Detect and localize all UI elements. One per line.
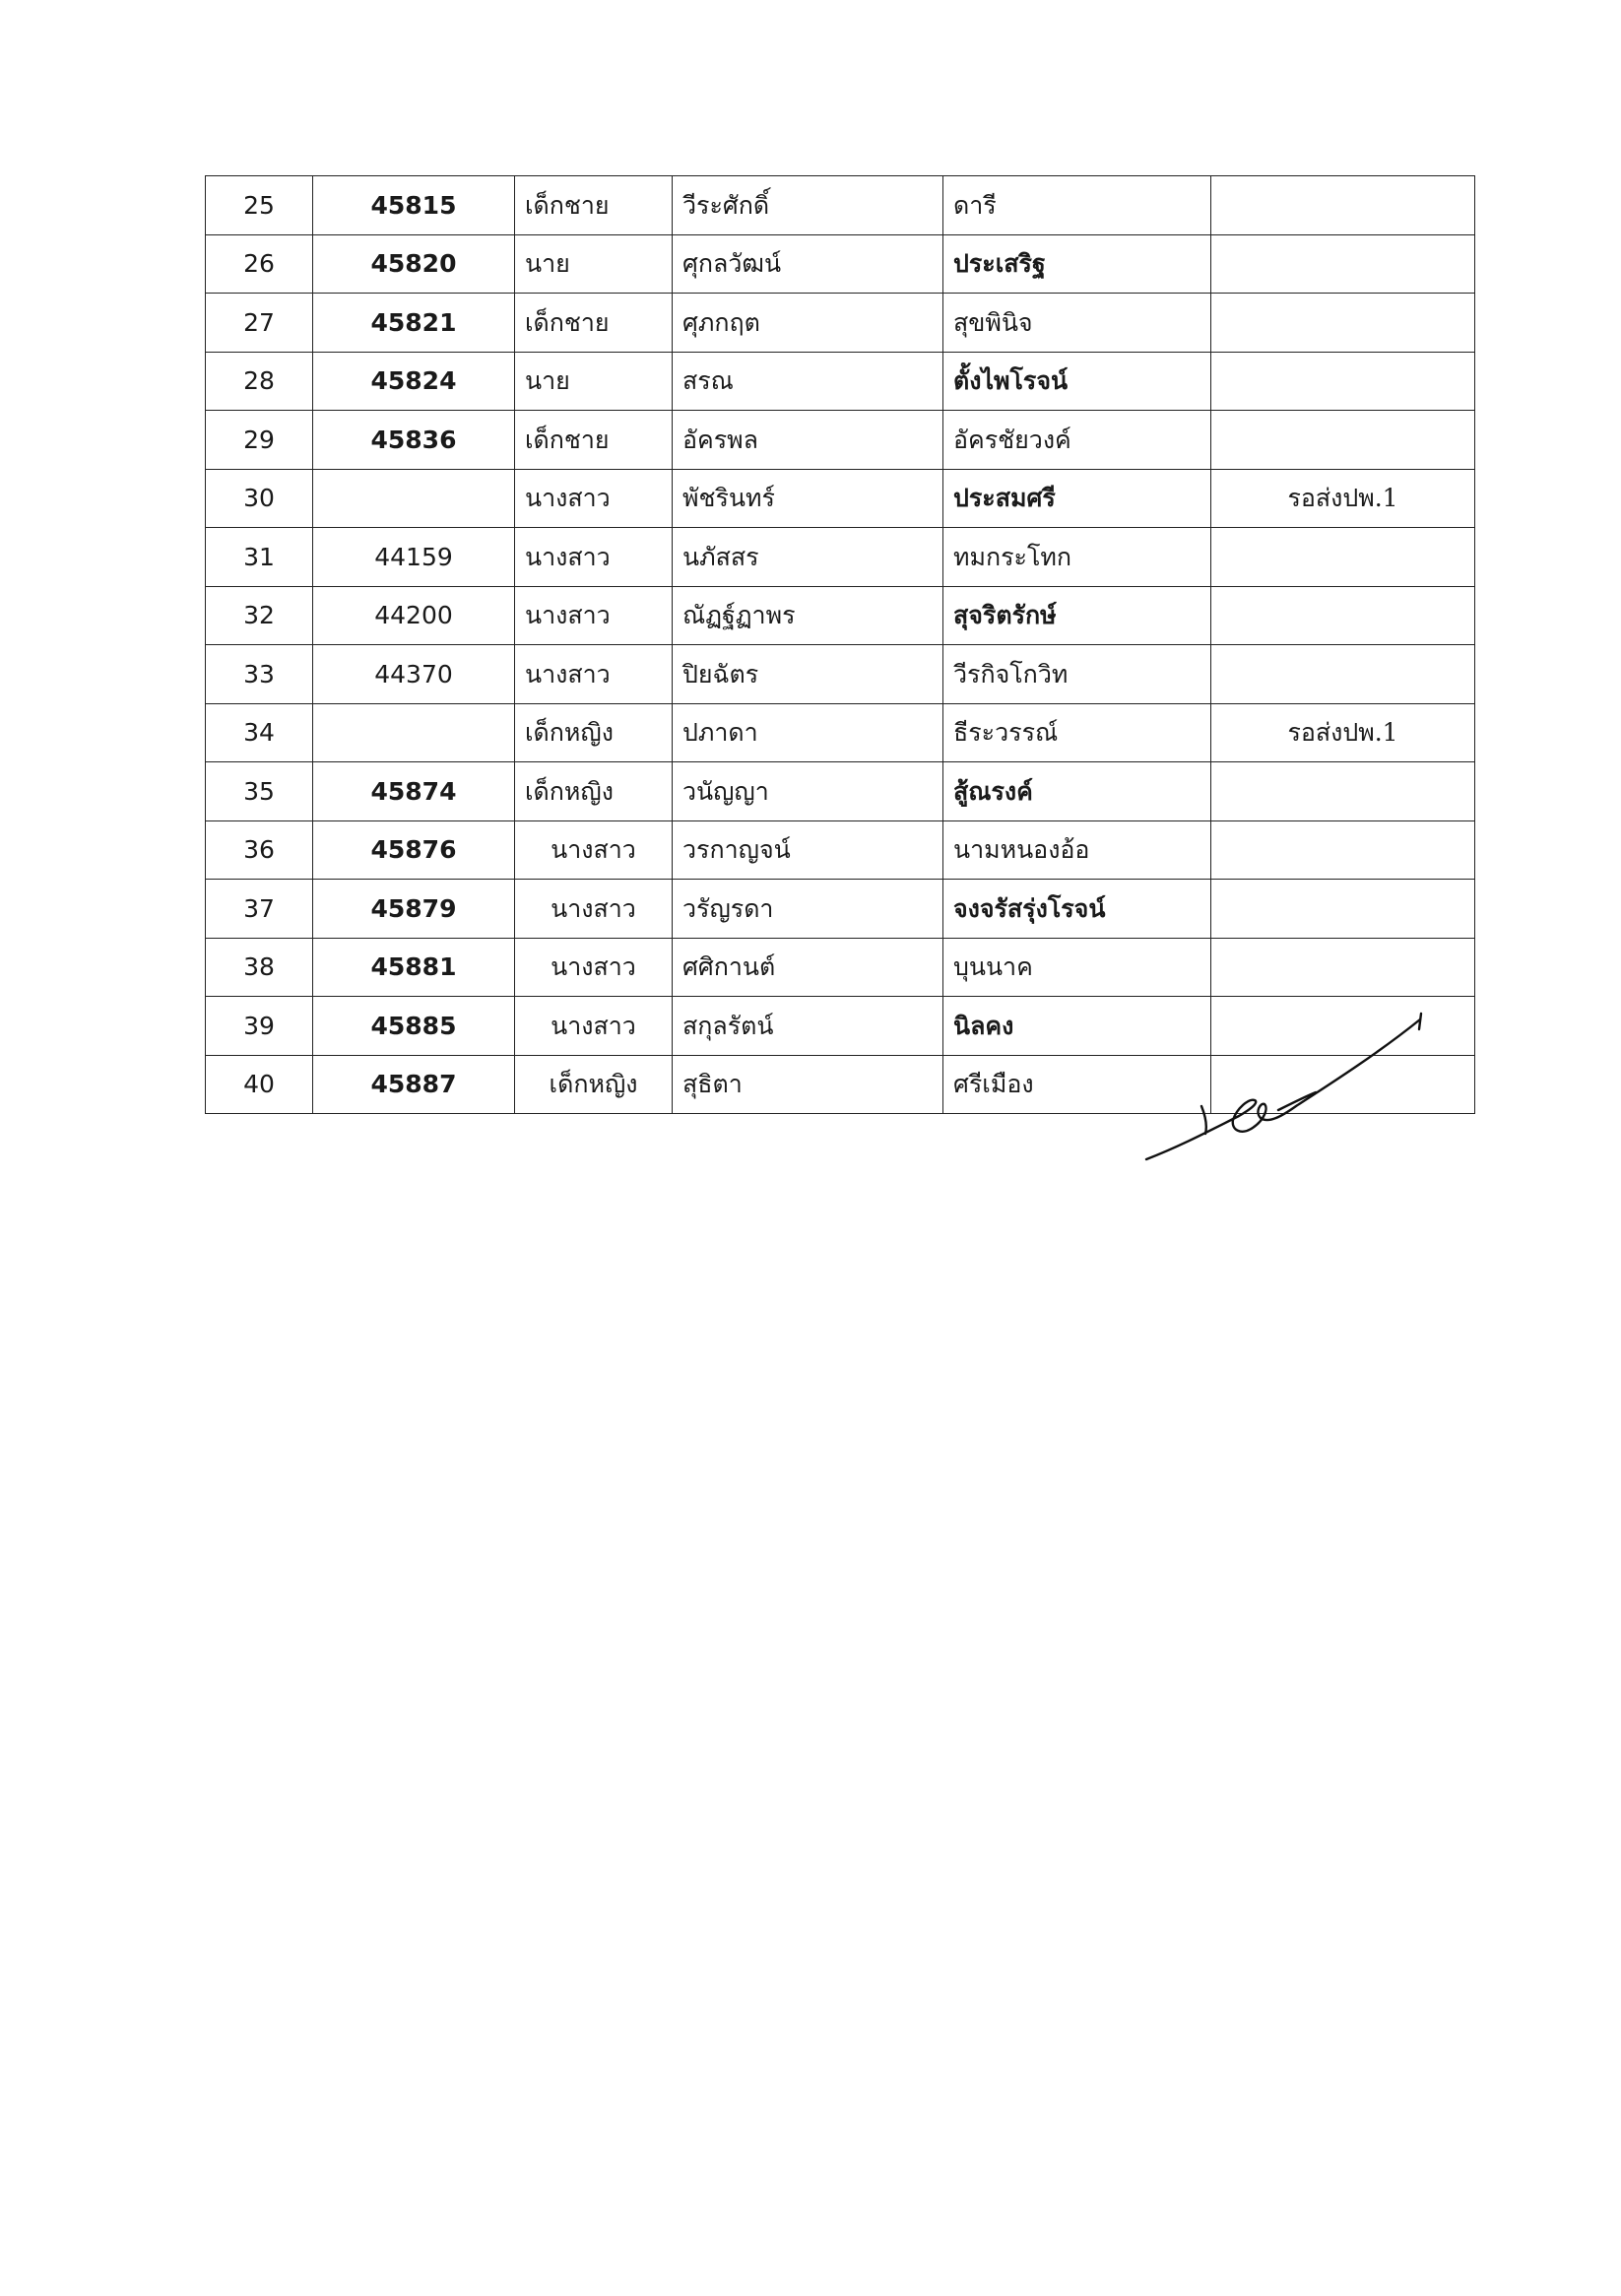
remark	[1211, 294, 1475, 353]
row-number: 38	[206, 938, 313, 997]
student-id: 45820	[313, 234, 515, 294]
roster-body	[206, 176, 1475, 1114]
row-number: 27	[206, 294, 313, 353]
remark: รอส่งปพ.1	[1211, 703, 1475, 762]
row-number: 35	[206, 762, 313, 821]
name-title: เด็กชาย	[515, 176, 673, 235]
student-id: 45879	[313, 880, 515, 939]
table-row	[206, 411, 1475, 470]
name-title: นางสาว	[515, 820, 673, 880]
last-name: จงจรัสรุ่งโรจน์	[943, 880, 1211, 939]
row-number: 30	[206, 469, 313, 528]
first-name: ศศิกานต์	[673, 938, 943, 997]
first-name: ปิยฉัตร	[673, 645, 943, 704]
student-id: 45887	[313, 1055, 515, 1114]
table-row	[206, 586, 1475, 645]
table-row	[206, 352, 1475, 411]
name-title: นางสาว	[515, 938, 673, 997]
remark	[1211, 528, 1475, 587]
row-number: 36	[206, 820, 313, 880]
student-id: 45836	[313, 411, 515, 470]
first-name: ศุกลวัฒน์	[673, 234, 943, 294]
remark	[1211, 938, 1475, 997]
remark: รอส่งปพ.1	[1211, 469, 1475, 528]
row-number: 29	[206, 411, 313, 470]
last-name: อัครชัยวงค์	[943, 411, 1211, 470]
row-number: 32	[206, 586, 313, 645]
first-name: สกุลรัตน์	[673, 997, 943, 1056]
student-id: 45885	[313, 997, 515, 1056]
row-number: 25	[206, 176, 313, 235]
remark	[1211, 176, 1475, 235]
row-number: 33	[206, 645, 313, 704]
name-title: นางสาว	[515, 645, 673, 704]
row-number: 34	[206, 703, 313, 762]
row-number: 31	[206, 528, 313, 587]
first-name: นภัสสร	[673, 528, 943, 587]
name-title: นาย	[515, 234, 673, 294]
remark	[1211, 234, 1475, 294]
first-name: ศุภกฤต	[673, 294, 943, 353]
first-name: วรัญรดา	[673, 880, 943, 939]
remark	[1211, 880, 1475, 939]
last-name: สุจริตรักษ์	[943, 586, 1211, 645]
student-id	[313, 469, 515, 528]
last-name: บุนนาค	[943, 938, 1211, 997]
last-name: สู้ณรงค์	[943, 762, 1211, 821]
name-title: นางสาว	[515, 997, 673, 1056]
name-title: นางสาว	[515, 880, 673, 939]
name-title: นางสาว	[515, 586, 673, 645]
remark	[1211, 820, 1475, 880]
table-row	[206, 703, 1475, 762]
student-id: 45874	[313, 762, 515, 821]
table-row	[206, 294, 1475, 353]
last-name: ประสมศรี	[943, 469, 1211, 528]
row-number: 26	[206, 234, 313, 294]
first-name: วีระศักดิ์	[673, 176, 943, 235]
last-name: ธีระวรรณ์	[943, 703, 1211, 762]
student-id: 45824	[313, 352, 515, 411]
table-row	[206, 645, 1475, 704]
table-row	[206, 234, 1475, 294]
name-title: นางสาว	[515, 528, 673, 587]
student-id: 44370	[313, 645, 515, 704]
remark	[1211, 586, 1475, 645]
student-id: 45821	[313, 294, 515, 353]
remark	[1211, 762, 1475, 821]
student-id	[313, 703, 515, 762]
first-name: สรณ	[673, 352, 943, 411]
first-name: ณัฏฐ์ฏาพร	[673, 586, 943, 645]
student-id: 45876	[313, 820, 515, 880]
remark	[1211, 411, 1475, 470]
name-title: นาย	[515, 352, 673, 411]
last-name: ประเสริฐ	[943, 234, 1211, 294]
row-number: 39	[206, 997, 313, 1056]
first-name: วนัญญา	[673, 762, 943, 821]
first-name: อัครพล	[673, 411, 943, 470]
name-title: เด็กชาย	[515, 294, 673, 353]
last-name: ทมกระโทก	[943, 528, 1211, 587]
student-id: 44200	[313, 586, 515, 645]
remark	[1211, 352, 1475, 411]
signature	[1142, 1010, 1428, 1167]
last-name: ตั้งไพโรจน์	[943, 352, 1211, 411]
student-id: 45881	[313, 938, 515, 997]
student-id: 45815	[313, 176, 515, 235]
row-number: 40	[206, 1055, 313, 1114]
name-title: เด็กชาย	[515, 411, 673, 470]
last-name: วีรกิจโกวิท	[943, 645, 1211, 704]
first-name: พัชรินทร์	[673, 469, 943, 528]
table-row	[206, 880, 1475, 939]
table-row	[206, 762, 1475, 821]
student-id: 44159	[313, 528, 515, 587]
name-title: นางสาว	[515, 469, 673, 528]
name-title: เด็กหญิง	[515, 1055, 673, 1114]
table-row	[206, 938, 1475, 997]
row-number: 28	[206, 352, 313, 411]
first-name: ปภาดา	[673, 703, 943, 762]
first-name: สุธิตา	[673, 1055, 943, 1114]
row-number: 37	[206, 880, 313, 939]
first-name: วรกาญจน์	[673, 820, 943, 880]
last-name: นามหนองอ้อ	[943, 820, 1211, 880]
last-name: นิลคง	[943, 997, 1211, 1056]
name-title: เด็กหญิง	[515, 703, 673, 762]
remark	[1211, 645, 1475, 704]
name-title: เด็กหญิง	[515, 762, 673, 821]
last-name: ดารี	[943, 176, 1211, 235]
table-row	[206, 176, 1475, 235]
table-row	[206, 469, 1475, 528]
student-roster-table	[205, 175, 1475, 1114]
table-row	[206, 528, 1475, 587]
last-name: สุขพินิจ	[943, 294, 1211, 353]
table-row	[206, 820, 1475, 880]
last-name: ศรีเมือง	[943, 1055, 1211, 1114]
